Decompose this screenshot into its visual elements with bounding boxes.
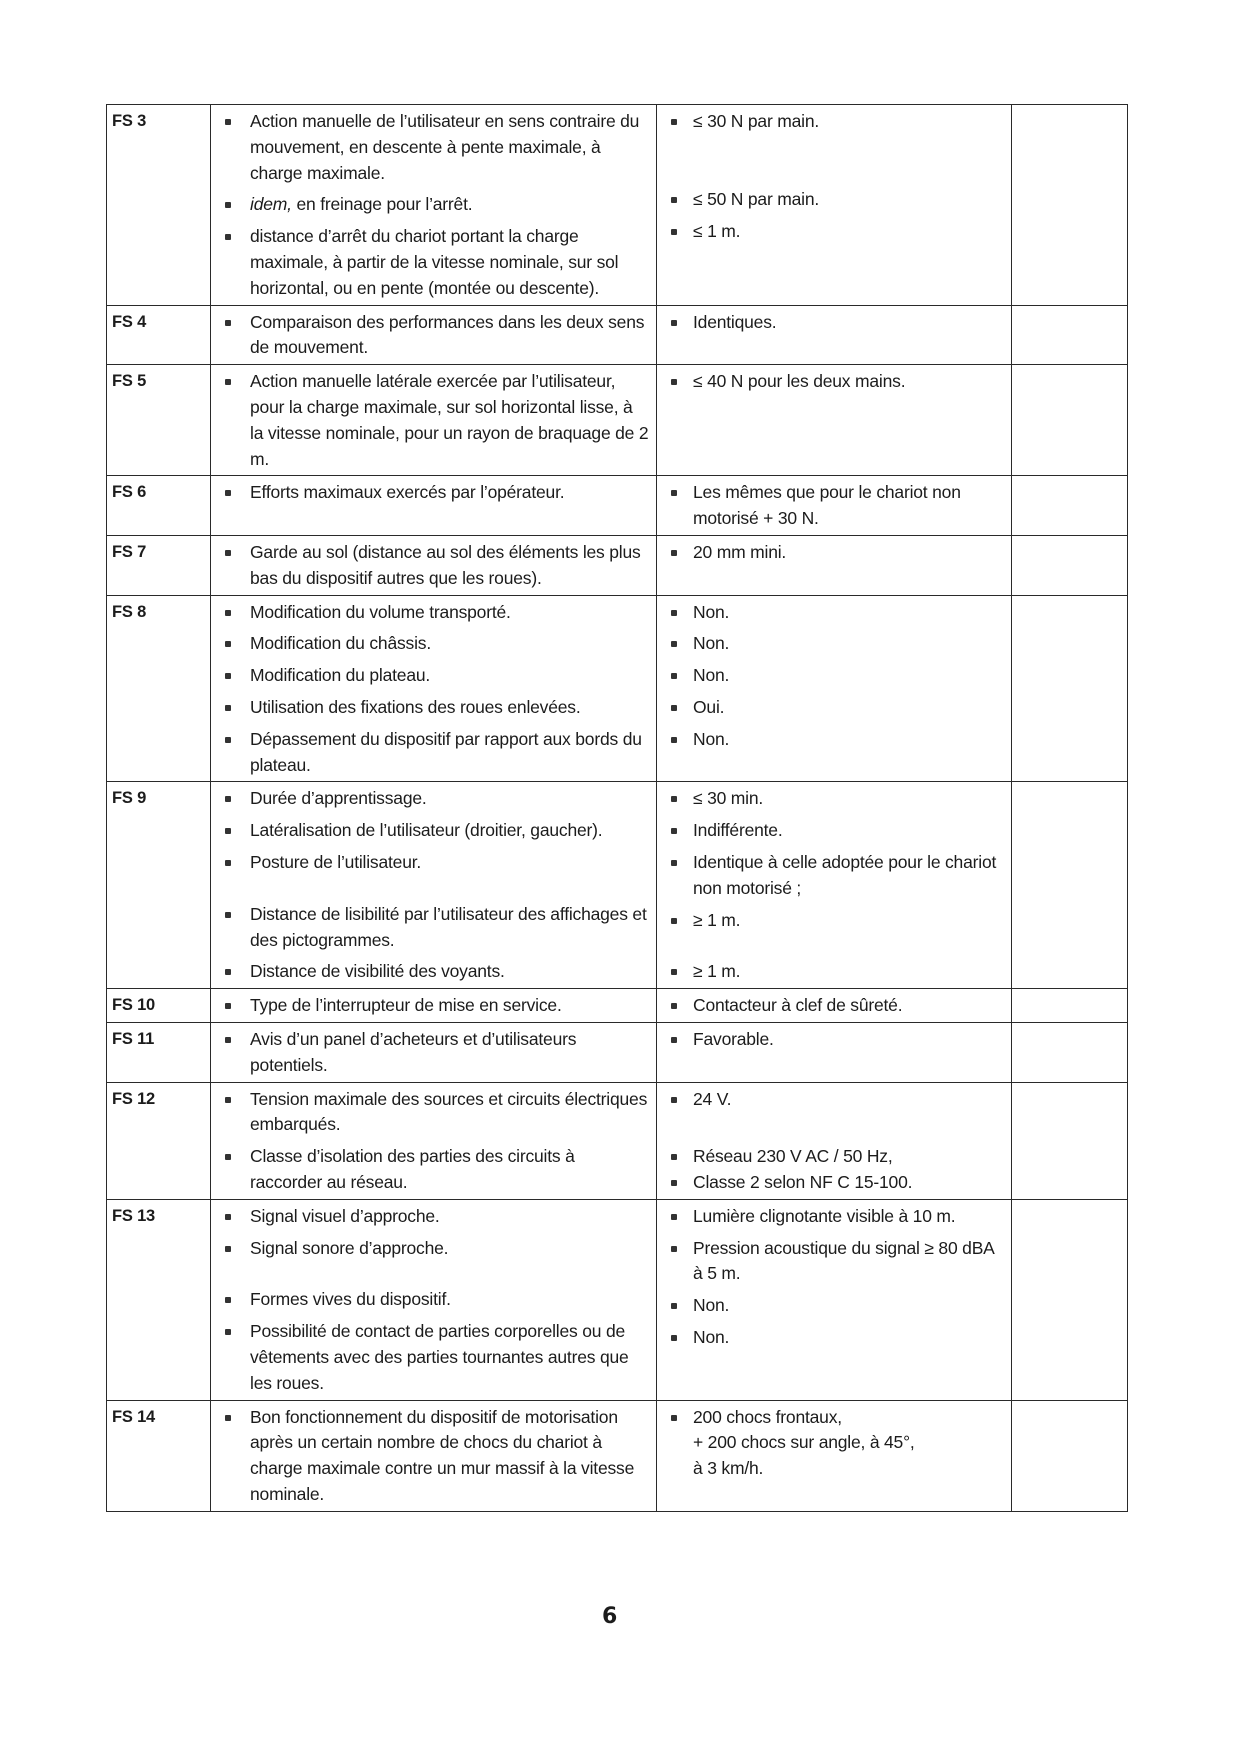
criterion-item: Possibilité de contact de parties corporelles ou de vêtements avec des parties tournantes autres que les roues.	[217, 1319, 650, 1396]
criterion-item: Efforts maximaux exercés par l’opérateur.	[217, 480, 650, 506]
value-item: ≥ 1 m.	[663, 908, 1005, 934]
function-code: FS 12	[107, 1082, 211, 1199]
value-cell	[657, 595, 1012, 782]
notes-cell	[1012, 782, 1128, 989]
criterion-cell	[211, 105, 657, 306]
function-code: FS 13	[107, 1199, 211, 1400]
specification-table-container	[106, 104, 1127, 1512]
value-cell	[657, 535, 1012, 595]
value-cell	[657, 1082, 1012, 1199]
table-row	[107, 305, 1128, 365]
value-item: ≤ 50 N par main.	[663, 187, 1005, 213]
criterion-item: Type de l’interrupteur de mise en service.	[217, 993, 650, 1019]
criterion-item: Modification du volume transporté.	[217, 600, 650, 626]
criterion-item: Tension maximale des sources et circuits électriques embarqués.	[217, 1087, 650, 1139]
criterion-cell	[211, 305, 657, 365]
criterion-item: distance d’arrêt du chariot portant la charge maximale, à partir de la vitesse nominale, sur sol horizontal, ou en pente (montée ou descente).	[217, 224, 650, 301]
value-cell	[657, 1022, 1012, 1082]
value-cell	[657, 989, 1012, 1023]
value-item: ≤ 40 N pour les deux mains.	[663, 369, 1005, 395]
value-cell	[657, 782, 1012, 989]
value-item: Non.	[663, 1325, 1005, 1351]
notes-cell	[1012, 989, 1128, 1023]
table-row	[107, 1400, 1128, 1511]
function-code: FS 10	[107, 989, 211, 1023]
criterion-item: Comparaison des performances dans les deux sens de mouvement.	[217, 310, 650, 362]
notes-cell	[1012, 105, 1128, 306]
value-cell	[657, 305, 1012, 365]
notes-cell	[1012, 595, 1128, 782]
table-row	[107, 476, 1128, 536]
notes-cell	[1012, 1022, 1128, 1082]
table-row	[107, 989, 1128, 1023]
notes-cell	[1012, 1400, 1128, 1511]
value-cell	[657, 105, 1012, 306]
table-row	[107, 1022, 1128, 1082]
value-item: ≤ 30 N par main.	[663, 109, 1005, 135]
value-cell	[657, 365, 1012, 476]
table-row	[107, 365, 1128, 476]
function-code: FS 7	[107, 535, 211, 595]
value-item: Contacteur à clef de sûreté.	[663, 993, 1005, 1019]
value-item: Non.	[663, 631, 1005, 657]
criterion-item: Formes vives du dispositif.	[217, 1287, 650, 1313]
criterion-cell	[211, 989, 657, 1023]
value-item: Classe 2 selon NF C 15-100.	[663, 1170, 1005, 1196]
function-code: FS 6	[107, 476, 211, 536]
value-item: 24 V.	[663, 1087, 1005, 1113]
function-code: FS 4	[107, 305, 211, 365]
notes-cell	[1012, 1082, 1128, 1199]
value-item: ≤ 1 m.	[663, 219, 1005, 245]
value-item: Identiques.	[663, 310, 1005, 336]
table-row	[107, 535, 1128, 595]
criterion-item: Dépassement du dispositif par rapport aux bords du plateau.	[217, 727, 650, 779]
value-item: Oui.	[663, 695, 1005, 721]
value-item: Non.	[663, 663, 1005, 689]
criterion-item: Action manuelle latérale exercée par l’utilisateur, pour la charge maximale, sur sol horizontal lisse, à la vitesse nominale, pour un rayon de braquage de 2 m.	[217, 369, 650, 472]
criterion-item: Modification du plateau.	[217, 663, 650, 689]
criterion-item: Classe d’isolation des parties des circuits à raccorder au réseau.	[217, 1144, 650, 1196]
function-code: FS 3	[107, 105, 211, 306]
criterion-cell	[211, 365, 657, 476]
value-item: Pression acoustique du signal ≥ 80 dBA à 5 m.	[663, 1236, 1005, 1288]
function-code: FS 11	[107, 1022, 211, 1082]
value-cell	[657, 476, 1012, 536]
criterion-item: Utilisation des fixations des roues enlevées.	[217, 695, 650, 721]
value-item: ≥ 1 m.	[663, 959, 1005, 985]
criterion-cell	[211, 476, 657, 536]
criterion-cell	[211, 595, 657, 782]
criterion-item-text: en freinage pour l’arrêt.	[296, 194, 473, 215]
table-row	[107, 782, 1128, 989]
value-cell	[657, 1199, 1012, 1400]
table-row	[107, 595, 1128, 782]
criterion-cell	[211, 782, 657, 989]
value-item: ≤ 30 min.	[663, 786, 1005, 812]
value-cell	[657, 1400, 1012, 1511]
criterion-item: Action manuelle de l’utilisateur en sens contraire du mouvement, en descente à pente maximale, à charge maximale.	[217, 109, 650, 186]
value-item: Les mêmes que pour le chariot non motorisé + 30 N.	[663, 480, 1005, 532]
function-code: FS 9	[107, 782, 211, 989]
table-row	[107, 1199, 1128, 1400]
value-item: Favorable.	[663, 1027, 1005, 1053]
table-row	[107, 105, 1128, 306]
value-item: Lumière clignotante visible à 10 m.	[663, 1204, 1005, 1230]
page-number: 6	[602, 1604, 618, 1629]
criterion-cell	[211, 1022, 657, 1082]
criterion-cell	[211, 535, 657, 595]
criterion-item: Distance de lisibilité par l’utilisateur des affichages et des pictogrammes.	[217, 902, 650, 954]
value-item: Non.	[663, 1293, 1005, 1319]
criterion-item: Bon fonctionnement du dispositif de motorisation après un certain nombre de chocs du chariot à charge maximale contre un mur massif à la vitesse nominale.	[217, 1405, 650, 1508]
value-item: 20 mm mini.	[663, 540, 1005, 566]
value-item: Identique à celle adoptée pour le chariot non motorisé ;	[663, 850, 1005, 902]
criterion-cell	[211, 1199, 657, 1400]
function-code: FS 14	[107, 1400, 211, 1511]
value-item: Indifférente.	[663, 818, 1005, 844]
functional-specification-table	[106, 104, 1128, 1512]
value-item: Réseau 230 V AC / 50 Hz,	[663, 1144, 1005, 1170]
criterion-item: Avis d’un panel d’acheteurs et d’utilisateurs potentiels.	[217, 1027, 650, 1079]
criterion-item: Durée d’apprentissage.	[217, 786, 650, 812]
notes-cell	[1012, 365, 1128, 476]
value-continuation: à 3 km/h.	[693, 1458, 764, 1479]
value-item: 200 chocs frontaux,	[663, 1405, 1005, 1431]
function-code: FS 5	[107, 365, 211, 476]
criterion-cell	[211, 1082, 657, 1199]
function-code: FS 8	[107, 595, 211, 782]
notes-cell	[1012, 476, 1128, 536]
criterion-item: Distance de visibilité des voyants.	[217, 959, 650, 985]
criterion-item	[217, 192, 650, 218]
notes-cell	[1012, 1199, 1128, 1400]
value-item: Non.	[663, 727, 1005, 753]
criterion-cell	[211, 1400, 657, 1511]
criterion-item: Signal visuel d’approche.	[217, 1204, 650, 1230]
idem-text: idem,	[250, 194, 292, 215]
notes-cell	[1012, 305, 1128, 365]
criterion-item: Modification du châssis.	[217, 631, 650, 657]
value-item: Non.	[663, 600, 1005, 626]
table-row	[107, 1082, 1128, 1199]
criterion-item: Posture de l’utilisateur.	[217, 850, 650, 876]
criterion-item: Latéralisation de l’utilisateur (droitier, gaucher).	[217, 818, 650, 844]
value-continuation: + 200 chocs sur angle, à 45°,	[693, 1432, 915, 1453]
criterion-item: Signal sonore d’approche.	[217, 1236, 650, 1262]
notes-cell	[1012, 535, 1128, 595]
criterion-item: Garde au sol (distance au sol des éléments les plus bas du dispositif autres que les roues).	[217, 540, 650, 592]
